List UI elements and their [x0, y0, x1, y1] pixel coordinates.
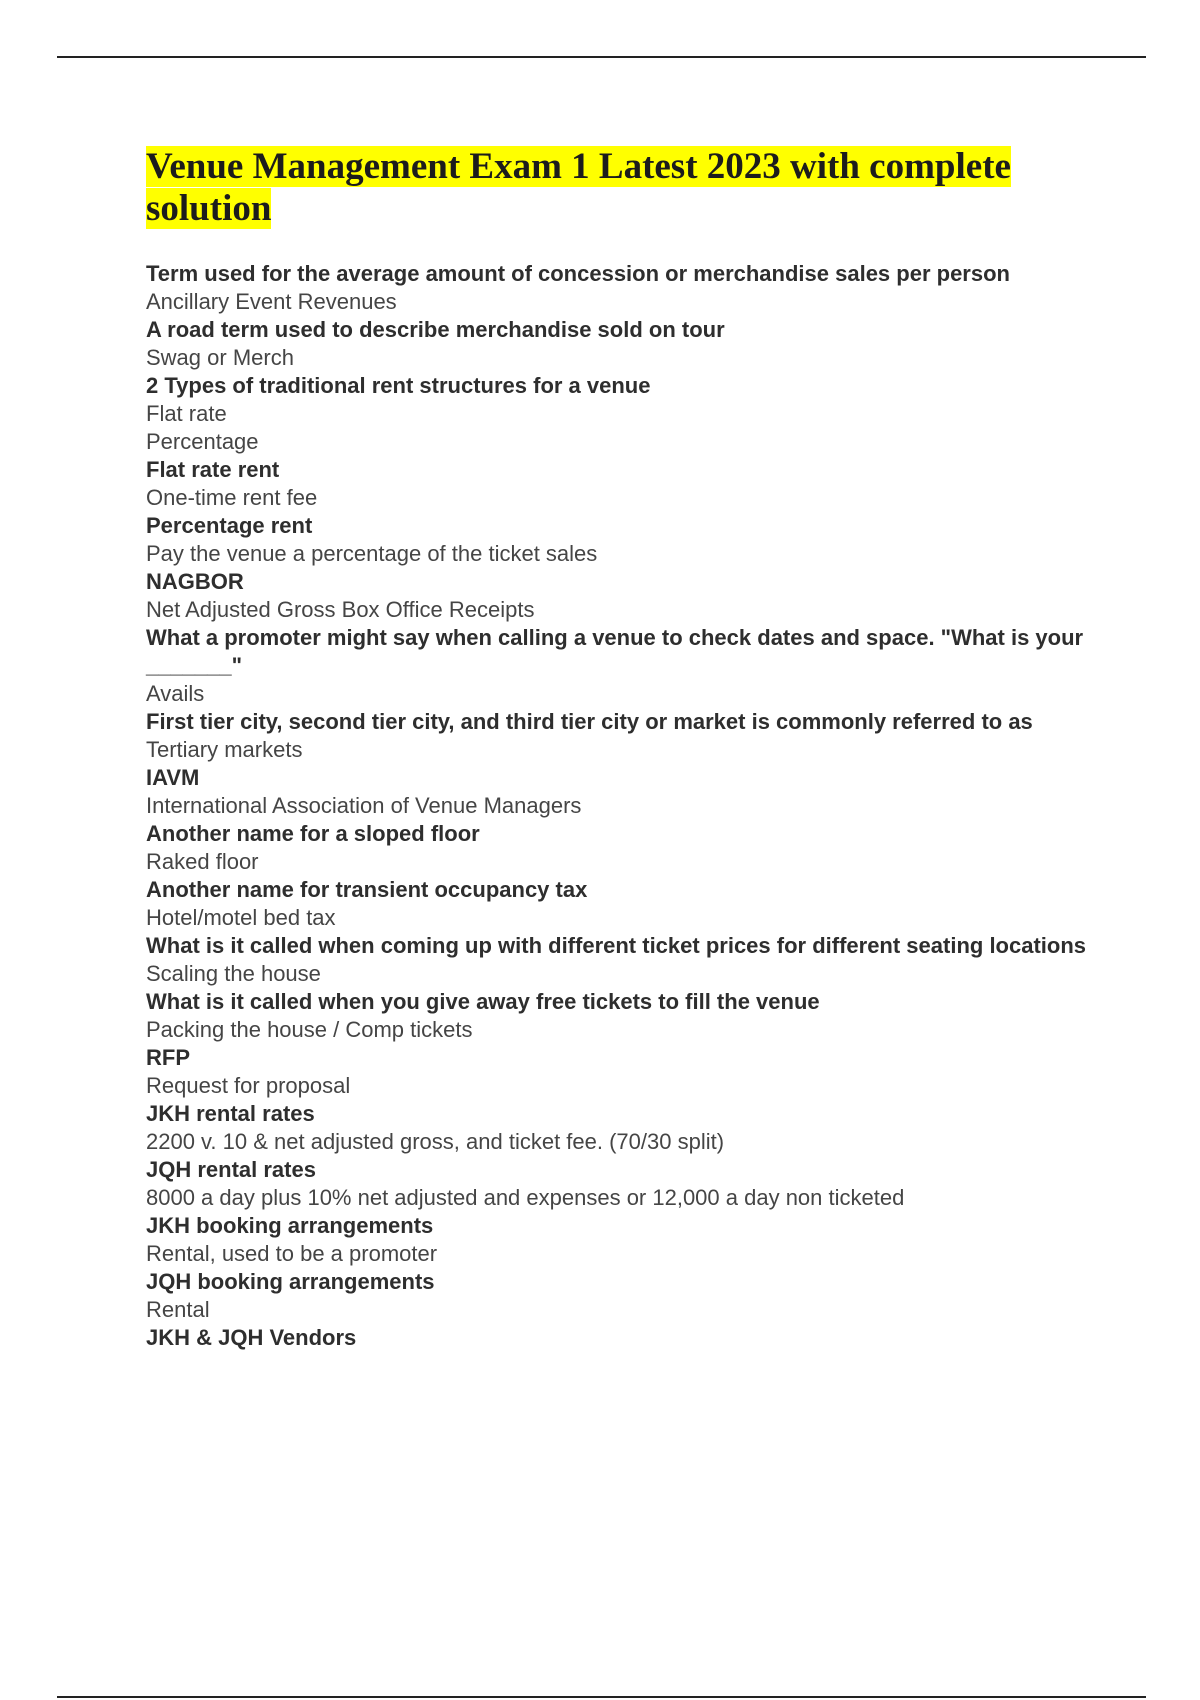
answer-text: Pay the venue a percentage of the ticket sales: [146, 541, 598, 566]
question-text: RFP: [146, 1045, 190, 1070]
question-text: Another name for transient occupancy tax: [146, 877, 588, 902]
answer-text: Swag or Merch: [146, 345, 294, 370]
document-title: [146, 146, 1046, 230]
question-text: Another name for a sloped floor: [146, 821, 480, 846]
qa-item: [146, 1156, 1091, 1212]
question-text: IAVM: [146, 765, 200, 790]
answer-text: Hotel/motel bed tax: [146, 905, 336, 930]
qa-item: [146, 512, 1091, 568]
question-text: JQH rental rates: [146, 1157, 316, 1182]
qa-item: [146, 1268, 1091, 1324]
answer-text: Tertiary markets: [146, 737, 303, 762]
question-text: JKH & JQH Vendors: [146, 1325, 357, 1350]
question-text: What is it called when coming up with different ticket prices for different seating locations: [146, 933, 1087, 958]
question-text: Percentage rent: [146, 513, 313, 538]
answer-text: Net Adjusted Gross Box Office Receipts: [146, 597, 535, 622]
qa-item: [146, 372, 1091, 456]
answer-text: 8000 a day plus 10% net adjusted and expenses or 12,000 a day non ticketed: [146, 1185, 905, 1210]
qa-item: [146, 1324, 1091, 1352]
qa-item: [146, 316, 1091, 372]
qa-item: [146, 932, 1091, 988]
answer-text: Avails: [146, 681, 205, 706]
answer-text: Scaling the house: [146, 961, 321, 986]
answer-text: Flat rate: [146, 401, 227, 426]
question-text: First tier city, second tier city, and third tier city or market is commonly referred to as: [146, 709, 1033, 734]
qa-item: [146, 624, 1091, 708]
answer-text: Percentage: [146, 429, 259, 454]
answer-text: Raked floor: [146, 849, 259, 874]
qa-item: [146, 568, 1091, 624]
qa-item: [146, 1044, 1091, 1100]
answer-text: Rental: [146, 1297, 210, 1322]
question-text: NAGBOR: [146, 569, 244, 594]
qa-item: [146, 988, 1091, 1044]
question-text: JQH booking arrangements: [146, 1269, 435, 1294]
qa-item: [146, 764, 1091, 820]
highlighted-title-text: Venue Management Exam 1 Latest 2023 with complete solution: [146, 146, 1011, 229]
question-answer-list: [146, 260, 1091, 1352]
qa-item: [146, 708, 1091, 764]
qa-item: [146, 1212, 1091, 1268]
question-text: What a promoter might say when calling a venue to check dates and space. "What is your _______": [146, 625, 1084, 678]
question-text: Term used for the average amount of concession or merchandise sales per person: [146, 261, 1010, 286]
question-text: Flat rate rent: [146, 457, 280, 482]
question-text: What is it called when you give away free tickets to fill the venue: [146, 989, 820, 1014]
question-text: JKH booking arrangements: [146, 1213, 434, 1238]
bottom-divider: [57, 1696, 1146, 1698]
qa-item: [146, 820, 1091, 876]
answer-text: Ancillary Event Revenues: [146, 289, 397, 314]
qa-item: [146, 260, 1091, 316]
question-text: JKH rental rates: [146, 1101, 315, 1126]
question-text: A road term used to describe merchandise sold on tour: [146, 317, 725, 342]
answer-text: Request for proposal: [146, 1073, 351, 1098]
question-text: 2 Types of traditional rent structures for a venue: [146, 373, 651, 398]
qa-item: [146, 456, 1091, 512]
qa-item: [146, 876, 1091, 932]
answer-text: Packing the house / Comp tickets: [146, 1017, 473, 1042]
qa-item: [146, 1100, 1091, 1156]
top-divider: [57, 56, 1146, 58]
answer-text: 2200 v. 10 & net adjusted gross, and ticket fee. (70/30 split): [146, 1129, 725, 1154]
answer-text: International Association of Venue Managers: [146, 793, 582, 818]
answer-text: Rental, used to be a promoter: [146, 1241, 438, 1266]
answer-text: One-time rent fee: [146, 485, 318, 510]
